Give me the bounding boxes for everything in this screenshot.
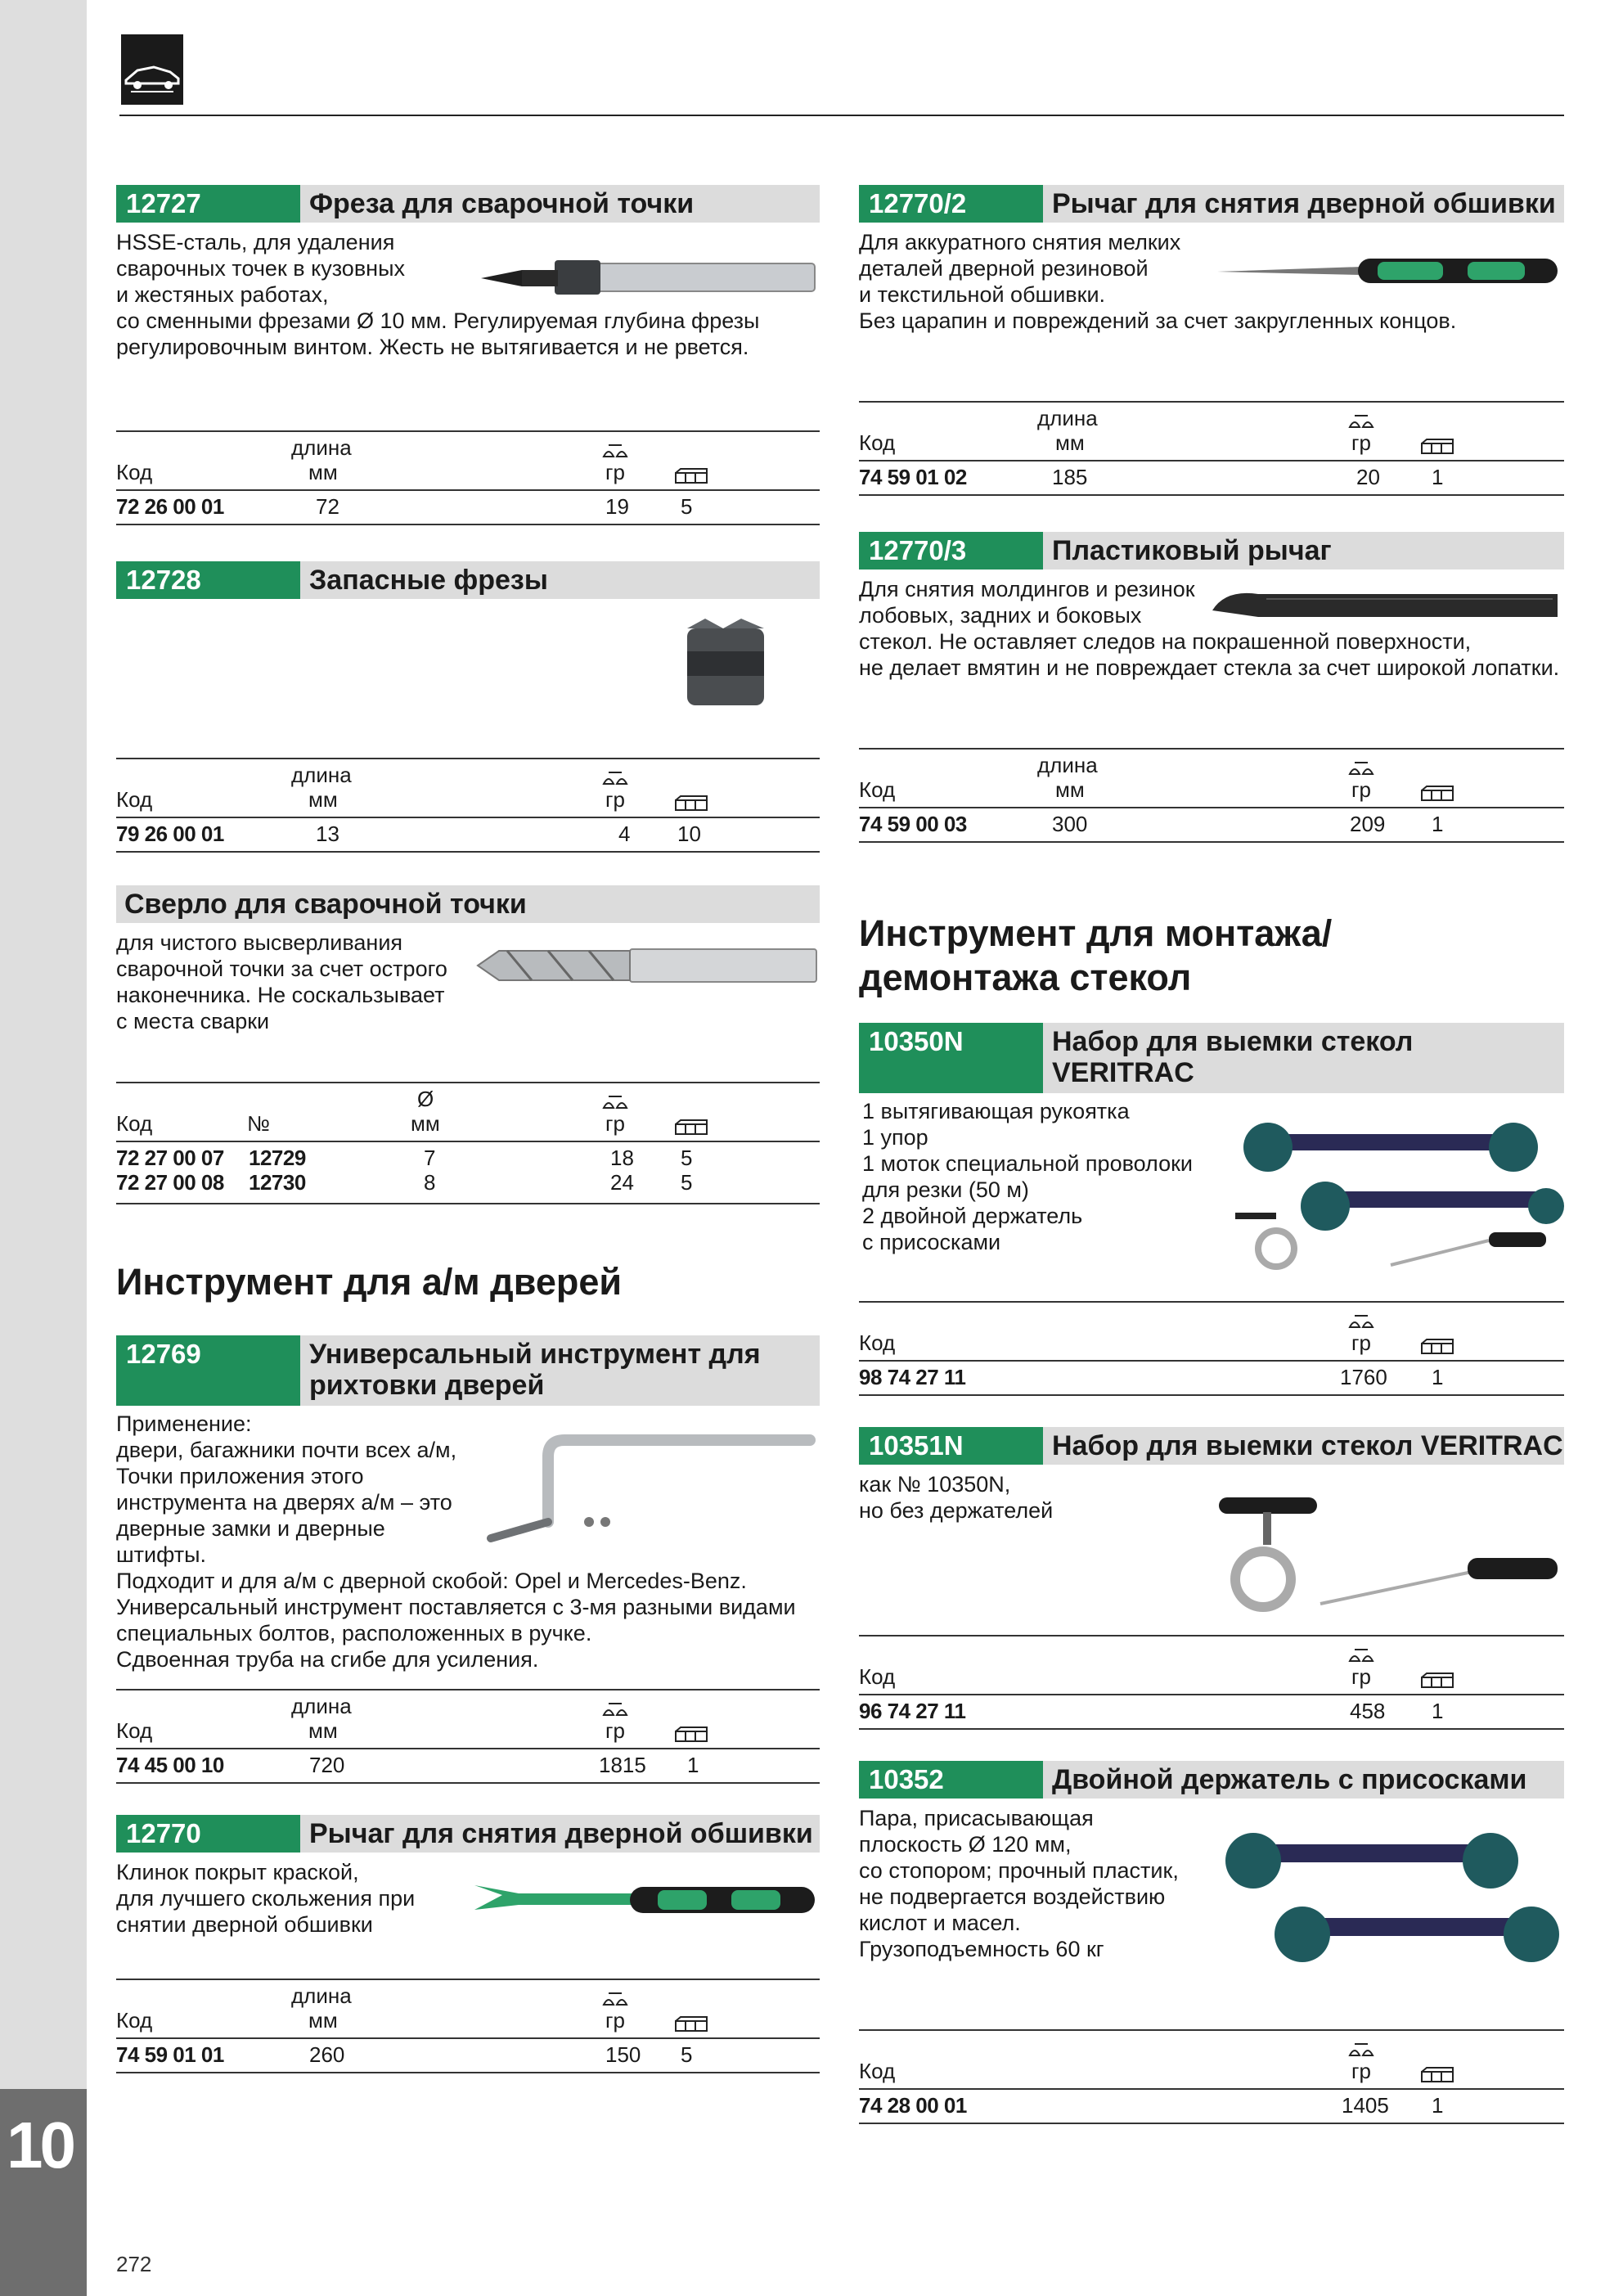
header-number: №: [247, 1111, 270, 1136]
weight-scale-icon: [1347, 411, 1376, 429]
spec-table-12770: [116, 1979, 820, 2075]
product-description: 1 вытягивающая рукоятка 1 упор 1 моток специальной проволоки для резки (50 м) 2 двойной держатель с присосками: [862, 1099, 1194, 1254]
section-header-10351N: [859, 1427, 1564, 1465]
package-box-icon: [674, 792, 708, 808]
order-code: 74 59 01 02: [859, 465, 967, 489]
product-description: Пара, присасывающая плоскость Ø 120 мм, со стопором; прочный пластик, не подвергается воздействию кислот и масел. Грузоподъемность 60 кг: [859, 1806, 1179, 1961]
weight-scale-icon: [1347, 758, 1376, 776]
header-code: Код: [859, 1330, 896, 1355]
weight-value: 150: [605, 2042, 641, 2067]
header-mm: мм: [308, 460, 338, 484]
header-gr: гр: [605, 1718, 625, 1743]
spec-table-10352: [859, 2029, 1564, 2126]
product-code: 12770: [116, 1815, 300, 1853]
order-code: 79 26 00 01: [116, 822, 224, 846]
header-code: Код: [859, 2059, 896, 2083]
diameter-value: 7: [424, 1146, 436, 1170]
product-code: 12728: [116, 561, 300, 599]
length-value: 260: [309, 2042, 345, 2067]
section-header-drill: [116, 885, 820, 923]
pack-qty: 1: [1432, 1365, 1444, 1389]
product-code: 10351N: [859, 1427, 1043, 1465]
order-code: 96 74 27 11: [859, 1699, 966, 1723]
length-value: 185: [1052, 465, 1088, 489]
product-title: Рычаг для снятия дверной обшивки: [1052, 188, 1556, 219]
header-gr: гр: [1351, 777, 1371, 802]
spec-table-12770-3: [859, 748, 1564, 844]
pack-qty: 1: [1432, 465, 1444, 489]
order-code: 72 27 00 07: [116, 1146, 224, 1170]
header-gr: гр: [605, 460, 625, 484]
header-gr: гр: [1351, 430, 1371, 455]
product-title: Двойной держатель с присосками: [1052, 1764, 1527, 1795]
header-length: длина: [291, 1983, 352, 2008]
pack-qty: 5: [681, 1170, 693, 1195]
product-code: 12770/3: [859, 532, 1043, 569]
weight-value: 1815: [599, 1753, 646, 1777]
header-gr: гр: [605, 787, 625, 812]
product-description: Для снятия молдингов и резинок лобовых, задних и боковых стекол. Не оставляет следов на покрашенной поверхности, не делает вмятин и не повреждает стекла за счет широкой лопатки.: [859, 577, 1560, 680]
weight-value: 1760: [1340, 1365, 1387, 1389]
weight-scale-icon: [600, 1699, 630, 1717]
product-title: Набор для выемки стекол VERITRAC: [1052, 1026, 1414, 1088]
section-header-12770-2: [859, 185, 1564, 223]
spot-weld-drill-image: [474, 941, 820, 990]
product-title: Фреза для сварочной точки: [309, 188, 695, 219]
product-description: Клинок покрыт краской, для лучшего скольжения при снятии дверной обшивки: [116, 1860, 416, 1937]
spare-cutter-image: [681, 619, 771, 714]
spec-table-drill: [116, 1082, 820, 1206]
item-number: 12730: [249, 1170, 306, 1195]
weight-value: 19: [605, 494, 629, 519]
pack-qty: 1: [1432, 2093, 1444, 2118]
product-title: Набор для выемки стекол VERITRAC: [1052, 1430, 1563, 1461]
double-suction-holder-image: [1221, 1812, 1564, 1983]
header-mm: мм: [1055, 777, 1085, 802]
weight-value: 209: [1350, 812, 1386, 836]
header-length: длина: [1037, 406, 1098, 430]
weight-scale-icon: [600, 1092, 630, 1110]
item-number: 12729: [249, 1146, 306, 1170]
package-box-icon: [1420, 1335, 1454, 1352]
order-code: 72 27 00 08: [116, 1170, 224, 1195]
header-code: Код: [116, 1718, 153, 1743]
package-box-icon: [674, 465, 708, 481]
package-box-icon: [1420, 435, 1454, 452]
door-alignment-tool-image: [474, 1424, 820, 1555]
product-code: 12769: [116, 1335, 300, 1406]
header-length: длина: [291, 763, 352, 787]
door-panel-lever-image: [470, 1869, 821, 1931]
header-length: длина: [1037, 753, 1098, 777]
spec-table-12728: [116, 758, 820, 854]
product-description: Применение: двери, багажники почти всех а/м, Точки приложения этого инструмента на дверях а/м – это дверные замки и дверные штифты. Подходит и для а/м с дверной скобой: Opel и Mercedes-Benz. Универсальный инструмент поставляется с 3-мя разными видами специальных болтов, расположенных в ручке. Сдвоенная труба на сгибе для усиления.: [116, 1411, 796, 1672]
header-length: длина: [291, 435, 352, 460]
weight-value: 24: [610, 1170, 634, 1195]
product-title: Пластиковый рычаг: [1052, 535, 1332, 566]
product-description: HSSE-сталь, для удаления сварочных точек в кузовных и жестяных работах, со сменными фрезами Ø 10 мм. Регулируемая глубина фрезы регулировочным винтом. Жесть не вытягивается и не рвется.: [116, 230, 760, 359]
header-mm: мм: [411, 1111, 440, 1136]
order-code: 98 74 27 11: [859, 1365, 966, 1389]
spec-table-12770-2: [859, 401, 1564, 497]
product-title: Рычаг для снятия дверной обшивки: [309, 1818, 813, 1849]
section-header-10352: [859, 1761, 1564, 1799]
section-header-12770: [116, 1815, 820, 1853]
windshield-removal-kit-image: [1227, 1110, 1564, 1281]
package-box-icon: [674, 1723, 708, 1740]
kit-without-holders-image: [1214, 1489, 1564, 1612]
page-number: 272: [116, 2252, 152, 2276]
pack-qty: 1: [1432, 812, 1444, 836]
product-description: для чистого высверливания сварочной точки за счет острого наконечника. Не соскальзывает с места сварки: [116, 930, 447, 1033]
header-mm: мм: [308, 2008, 338, 2033]
product-code: 10352: [859, 1761, 1043, 1799]
header-gr: гр: [1351, 1664, 1371, 1689]
section-header-12769: [116, 1335, 820, 1406]
header-code: Код: [116, 460, 153, 484]
section-header-12728: [116, 561, 820, 599]
header-code: Код: [116, 2008, 153, 2033]
product-title: Универсальный инструмент для рихтовки дверей: [309, 1339, 761, 1401]
pack-qty: 5: [681, 2042, 693, 2067]
section-heading-doors: Инструмент для а/м дверей: [116, 1261, 623, 1303]
weight-scale-icon: [600, 440, 630, 458]
product-description: Для аккуратного снятия мелких деталей дверной резиновой и текстильной обшивки. Без царапин и повреждений за счет закругленных концов.: [859, 230, 1457, 333]
weight-value: 18: [610, 1146, 634, 1170]
header-gr: гр: [605, 1111, 625, 1136]
package-box-icon: [674, 1116, 708, 1132]
order-code: 74 59 00 03: [859, 812, 967, 836]
sidebar: [0, 0, 87, 2296]
header-code: Код: [859, 430, 896, 455]
spec-table-10350N: [859, 1301, 1564, 1398]
diameter-value: 8: [424, 1170, 436, 1195]
product-description: как № 10350N, но без держателей: [859, 1472, 1054, 1523]
pack-qty: 1: [1432, 1699, 1444, 1723]
header-diameter: Ø: [417, 1087, 434, 1111]
product-code: 10350N: [859, 1023, 1043, 1093]
header-code: Код: [116, 787, 153, 812]
length-value: 72: [316, 494, 339, 519]
package-box-icon: [1420, 782, 1454, 799]
header-mm: мм: [1055, 430, 1085, 455]
header-gr: гр: [1351, 1330, 1371, 1355]
weight-scale-icon: [1347, 2039, 1376, 2057]
order-code: 74 59 01 01: [116, 2042, 224, 2067]
header-gr: гр: [605, 2008, 625, 2033]
spot-weld-cutter-image: [473, 245, 820, 311]
plastic-lever-image: [1209, 581, 1564, 625]
section-heading-glass: Инструмент для монтажа/ демонтажа стекол: [859, 912, 1333, 998]
weight-scale-icon: [600, 1988, 630, 2006]
length-value: 720: [309, 1753, 345, 1777]
spec-table-12769: [116, 1689, 820, 1785]
product-title: Запасные фрезы: [309, 565, 548, 596]
weight-value: 4: [618, 822, 631, 846]
pack-qty: 5: [681, 1146, 693, 1170]
header-length: длина: [291, 1694, 352, 1718]
header-gr: гр: [1351, 2059, 1371, 2083]
product-title: Сверло для сварочной точки: [124, 889, 527, 920]
header-code: Код: [859, 1664, 896, 1689]
header-mm: мм: [308, 1718, 338, 1743]
product-code: 12770/2: [859, 185, 1043, 223]
small-trim-lever-image: [1214, 247, 1561, 293]
section-header-12727: [116, 185, 820, 223]
pack-qty: 10: [677, 822, 701, 846]
weight-scale-icon: [1347, 1311, 1376, 1329]
section-header-10350N: [859, 1023, 1564, 1093]
section-header-12770-3: [859, 532, 1564, 569]
weight-scale-icon: [1347, 1645, 1376, 1663]
order-code: 72 26 00 01: [116, 494, 224, 519]
header-code: Код: [859, 777, 896, 802]
chapter-number: 10: [7, 2109, 73, 2181]
pack-qty: 1: [687, 1753, 699, 1777]
car-body-icon: [121, 34, 183, 105]
spec-table-10351N: [859, 1635, 1564, 1731]
pack-qty: 5: [681, 494, 693, 519]
package-box-icon: [1420, 1669, 1454, 1686]
weight-value: 458: [1350, 1699, 1386, 1723]
package-box-icon: [674, 2013, 708, 2029]
product-code: 12727: [116, 185, 300, 223]
spec-table-12727: [116, 430, 820, 527]
weight-scale-icon: [600, 768, 630, 786]
weight-value: 1405: [1342, 2093, 1389, 2118]
header-mm: мм: [308, 787, 338, 812]
length-value: 13: [316, 822, 339, 846]
order-code: 74 45 00 10: [116, 1753, 224, 1777]
header-code: Код: [116, 1111, 153, 1136]
weight-value: 20: [1356, 465, 1380, 489]
length-value: 300: [1052, 812, 1088, 836]
order-code: 74 28 00 01: [859, 2093, 967, 2118]
package-box-icon: [1420, 2064, 1454, 2080]
top-rule: [119, 115, 1564, 116]
